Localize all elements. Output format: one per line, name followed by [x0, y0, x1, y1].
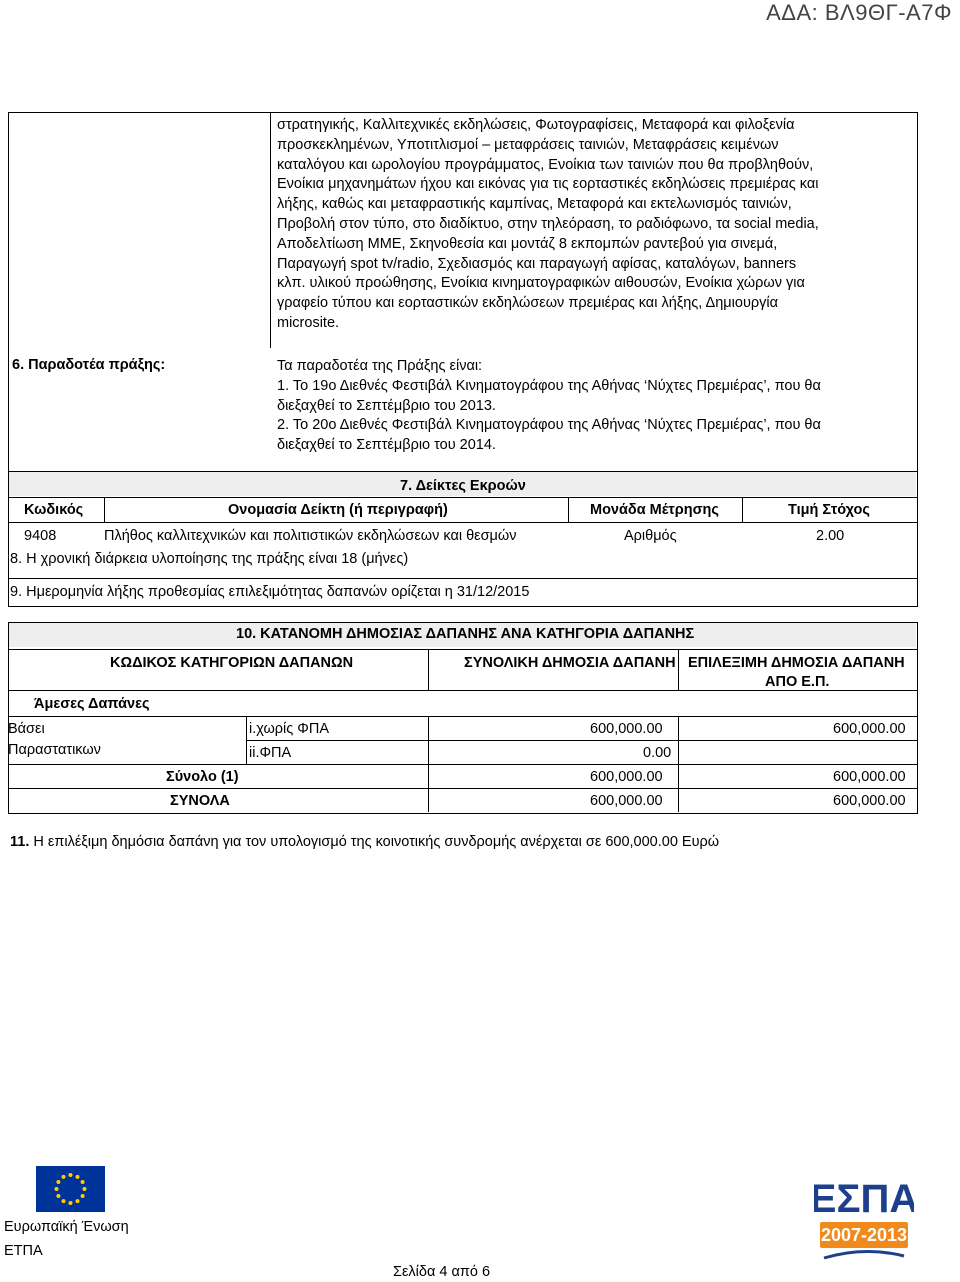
duration-divider	[8, 578, 917, 579]
allocation-header-top	[8, 649, 917, 650]
description-line: κλπ. υλικού προώθησης, Ενοίκια κινηματογραφικών αιθουσών, Ενοίκια χώρων για	[277, 275, 805, 292]
description-line: προσκεκλημένων, Υποτιτλισμοί – μεταφράσεις ταινιών, Μεταφράσεις κειμένων	[277, 136, 779, 153]
indicator-name: Πλήθος καλλιτεχνικών και πολιτιστικών εκδηλώσεων και θεσμών	[104, 528, 517, 544]
grand-total-eligible: 600,000.00	[833, 793, 906, 809]
espa-logo-icon	[814, 1172, 914, 1266]
basis-label-2: Παραστατικων	[8, 742, 101, 758]
item-11-text: Η επιλέξιμη δημόσια δαπάνη για τον υπολογισμό της κοινοτικής συνδρομής ανέρχεται σε 600,000.00 Ευρώ	[29, 834, 720, 850]
description-line: Ενοίκια μηχανημάτων ήχου και εικόνας για τις εορταστικές εκδηλώσεις πρεμιέρας και	[277, 176, 819, 193]
ada-stamp: ΑΔΑ: ΒΛ9ΘΓ-Α7Φ	[766, 0, 952, 25]
eu-flag	[36, 1166, 105, 1212]
grand-total-label: ΣΥΝΟΛΑ	[170, 793, 230, 809]
eu-label: Ευρωπαϊκή Ένωση	[4, 1219, 129, 1235]
indicators-col-divider	[104, 497, 105, 523]
eu-flag-icon	[36, 1166, 105, 1212]
row-no-vat-eligible: 600,000.00	[833, 721, 906, 737]
subtotal-label: Σύνολο (1)	[166, 769, 239, 785]
allocation-col-divider	[678, 649, 679, 691]
allocation-row-line	[8, 764, 917, 765]
eu-star	[81, 1194, 85, 1198]
description-line: καταλόγου και ωρολογίου προγράμματος, Ενοίκια των ταινιών που θα προβληθούν,	[277, 156, 814, 173]
item-11	[10, 832, 719, 852]
deliverables-text	[277, 357, 821, 456]
description-line: στρατηγικής, Καλλιτεχνικές εκδηλώσεις, Φωτογραφίσεις, Μεταφορά και φιλοξενία	[277, 117, 795, 133]
deliverables-line: 2. Το 20ο Διεθνές Φεστιβάλ Κινηματογράφου της Αθήνας ‘Νύχτες Πρεμιέρας’, που θα	[277, 417, 821, 434]
eu-star	[76, 1175, 80, 1179]
eu-star	[83, 1187, 87, 1191]
indicators-header-code: Κωδικός	[24, 502, 84, 518]
indicators-col-divider	[742, 497, 743, 523]
grand-total-total: 600,000.00	[590, 793, 663, 809]
item-11-number: 11.	[10, 834, 30, 850]
direct-costs-label: Άμεσες Δαπάνες	[34, 696, 150, 712]
deadline-text: 9. Ημερομηνία λήξης προθεσμίας επιλεξιμότητας δαπανών ορίζεται η 31/12/2015	[10, 584, 530, 600]
indicators-col-divider	[568, 497, 569, 523]
allocation-col-eligible: ΕΠΙΛΕΞΙΜΗ ΔΗΜΟΣΙΑ ΔΑΠΑΝΗ	[688, 655, 905, 671]
indicators-header-top	[8, 497, 917, 498]
deliverables-label: 6. Παραδοτέα πράξης:	[12, 357, 166, 373]
allocation-col-category: ΚΩΔΙΚΟΣ ΚΑΤΗΓΟΡΙΩΝ ΔΑΠΑΝΩΝ	[110, 655, 354, 671]
espa-logo	[814, 1172, 914, 1266]
deliverables-line: 1. Το 19ο Διεθνές Φεστιβάλ Κινηματογράφου της Αθήνας ‘Νύχτες Πρεμιέρας’, που θα	[277, 377, 821, 394]
indicator-unit: Αριθμός	[624, 528, 677, 544]
description-line: Αποδελτίωση ΜΜΕ, Σκηνοθεσία και μοντάζ 8 εκπομπών ραντεβού για σινεμά,	[277, 235, 778, 252]
row-no-vat-total: 600,000.00	[590, 721, 663, 737]
duration-text: 8. Η χρονική διάρκεια υλοποίησης της πράξης είναι 18 (μήνες)	[10, 551, 409, 567]
basis-label: Βάσει	[8, 721, 45, 737]
allocation-box	[8, 622, 918, 814]
row-vat-total: 0.00	[643, 745, 672, 761]
row-no-vat-label: i.χωρίς ΦΠΑ	[249, 721, 329, 737]
allocation-title: 10. ΚΑΤΑΝΟΜΗ ΔΗΜΟΣΙΑΣ ΔΑΠΑΝΗΣ ΑΝΑ ΚΑΤΗΓΟΡΙΑ ΔΑΠΑΝΗΣ	[236, 626, 695, 642]
eu-star	[76, 1199, 80, 1203]
subtotal-eligible: 600,000.00	[833, 769, 906, 785]
indicators-header-unit: Μονάδα Μέτρησης	[590, 502, 719, 518]
eu-star	[62, 1175, 66, 1179]
eu-star	[81, 1180, 85, 1184]
description-line: microsite.	[277, 314, 340, 331]
indicators-title: 7. Δείκτες Εκροών	[400, 478, 526, 494]
indicators-header-name: Ονομασία Δείκτη (ή περιγραφή)	[228, 502, 448, 518]
espa-logo-word: ΕΣΠΑ	[814, 1177, 914, 1221]
eu-star	[56, 1194, 60, 1198]
indicators-header-bottom	[8, 522, 917, 523]
description-divider	[270, 112, 271, 348]
eu-star	[69, 1201, 73, 1205]
allocation-row-line	[8, 788, 917, 789]
subtotal-total: 600,000.00	[590, 769, 663, 785]
indicator-name-clip	[104, 526, 578, 546]
eu-star	[62, 1199, 66, 1203]
row-vat-label: ii.ΦΠΑ	[249, 745, 292, 761]
deliverables-line: Τα παραδοτέα της Πράξης είναι:	[277, 358, 483, 374]
direct-costs-divider	[8, 716, 917, 717]
allocation-row-line	[246, 740, 917, 741]
espa-logo-years: 2007-2013	[820, 1225, 908, 1245]
deliverables-line: διεξαχθεί το Σεπτέμβριο του 2014.	[277, 437, 496, 454]
indicator-target: 2.00	[816, 528, 845, 544]
allocation-col-divider	[428, 649, 429, 691]
allocation-col-eligible-2: ΑΠΟ Ε.Π.	[765, 674, 830, 690]
description-line: Παραγωγή spot tv/radio, Σχεδιασμός και παραγωγή αφίσας, καταλόγων, banners	[277, 255, 797, 272]
eu-star	[55, 1187, 59, 1191]
eu-star	[56, 1180, 60, 1184]
indicator-code: 9408	[24, 528, 57, 544]
description-text	[277, 116, 819, 334]
indicators-header-target: Τιμή Στόχος	[788, 502, 870, 518]
description-line: Προβολή στον τύπο, στο διαδίκτυο, στην τηλεόραση, το ραδιόφωνο, τα social media,	[277, 215, 819, 232]
fund-label: ΕΤΠΑ	[4, 1243, 43, 1259]
page-number: Σελίδα 4 από 6	[393, 1264, 491, 1280]
eu-star	[69, 1173, 73, 1177]
allocation-col-total: ΣΥΝΟΛΙΚΗ ΔΗΜΟΣΙΑ ΔΑΠΑΝΗ	[464, 655, 676, 671]
description-line: γραφείο τύπου και εορταστικών εκδηλώσεων πρεμιέρας και λήξης, Δημιουργία	[277, 295, 778, 312]
deliverables-line: διεξαχθεί το Σεπτέμβριο του 2013.	[277, 397, 496, 414]
description-line: λήξης, καθώς και μεταφραστικής καμπίνας, Μεταφορά και εκτελωνισμός ταινιών,	[277, 196, 792, 213]
